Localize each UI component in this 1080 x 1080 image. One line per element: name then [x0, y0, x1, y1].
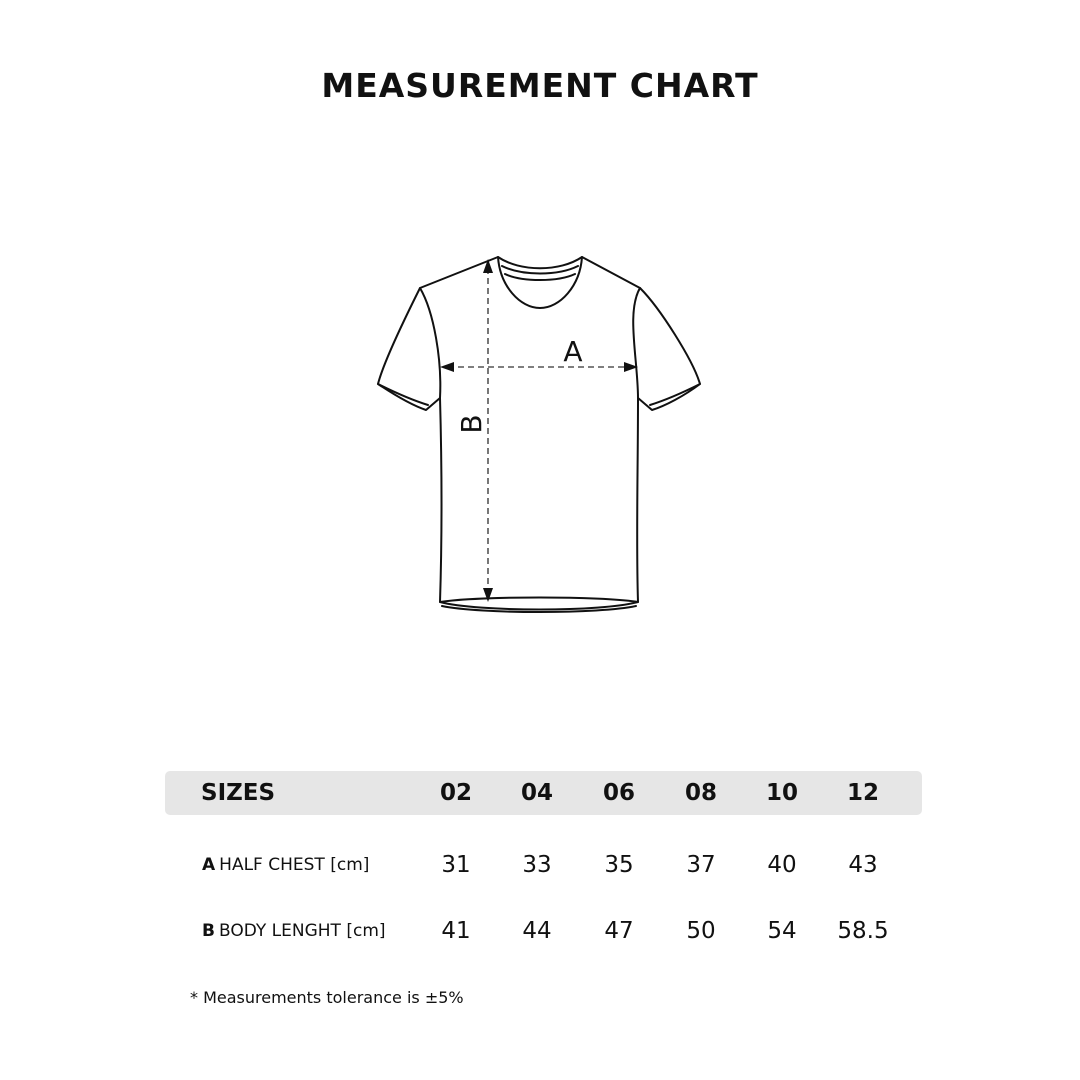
sizes-header-label: SIZES	[201, 780, 276, 806]
tolerance-note: * Measurements tolerance is ±5%	[190, 988, 464, 1007]
arrowhead-b-bottom	[483, 588, 493, 602]
table-cell: 47	[604, 918, 634, 944]
collar-rib-2	[505, 274, 575, 280]
table-cell: 44	[522, 918, 552, 944]
size-header: 04	[520, 780, 553, 806]
tshirt-diagram	[370, 250, 710, 620]
row-label-text: HALF CHEST [cm]	[219, 855, 370, 875]
table-cell: 37	[686, 852, 716, 878]
table-header-row	[165, 771, 922, 815]
size-header: 12	[846, 780, 879, 806]
table-cell: 50	[686, 918, 716, 944]
size-table	[165, 771, 922, 953]
sleeve-hem-left	[378, 384, 428, 405]
bottom-hem	[440, 598, 638, 603]
collar-rib-1	[502, 266, 578, 274]
row-letter: B	[202, 921, 215, 941]
table-cell: 54	[767, 918, 797, 944]
table-cell: 31	[441, 852, 471, 878]
row-label	[202, 909, 386, 953]
measure-label-a: A	[563, 335, 583, 368]
table-cell: 43	[848, 852, 878, 878]
table-cell: 40	[767, 852, 797, 878]
table-cell: 41	[441, 918, 471, 944]
size-header: 06	[602, 780, 635, 806]
armhole-seam-left	[420, 288, 440, 398]
arrowhead-a-left	[440, 362, 454, 372]
table-cell: 33	[522, 852, 552, 878]
table-cell: 35	[604, 852, 634, 878]
tshirt-illustration	[370, 250, 710, 620]
table-row-body-length	[165, 909, 922, 953]
page-title: MEASUREMENT CHART	[321, 66, 759, 105]
arrowhead-b-top	[483, 259, 493, 273]
row-label-text: BODY LENGHT [cm]	[218, 921, 386, 941]
size-header: 02	[439, 780, 472, 806]
armhole-seam-right	[633, 288, 640, 398]
measure-label-b: B	[455, 414, 488, 434]
size-header: 10	[765, 780, 798, 806]
collar-outer	[498, 257, 582, 308]
row-letter: A	[202, 855, 216, 875]
size-header: 08	[684, 780, 717, 806]
table-row-half-chest	[165, 843, 922, 887]
row-label	[202, 843, 369, 887]
table-cell: 58.5	[837, 918, 889, 944]
sleeve-hem-right	[650, 384, 700, 405]
tshirt-outline	[378, 257, 700, 610]
